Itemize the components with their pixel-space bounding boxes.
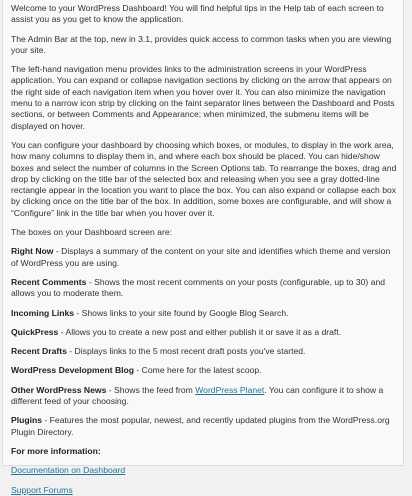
box-desc: - Shows the most recent comments on your posts (configurable, up to 30) and allows you to moderate them. <box>11 276 385 299</box>
help-panel <box>2 0 404 495</box>
wordpress-planet-link[interactable]: WordPress Planet <box>195 384 265 395</box>
box-desc: - Allows you to create a new post and either publish it or save it as a draft. <box>58 326 342 337</box>
box-title: WordPress Development Blog <box>11 365 135 376</box>
box-dev-blog <box>11 365 397 376</box>
boxes-heading: The boxes on your Dashboard screen are: <box>11 227 172 238</box>
admin-bar-text: The Admin Bar at the top, new in 3.1, provides quick access to common tasks when you are viewing your site. <box>11 33 392 55</box>
box-title: Right Now <box>11 246 54 257</box>
documentation-item <box>11 465 397 476</box>
box-title: Recent Comments <box>11 276 87 287</box>
box-title: Other WordPress News <box>11 384 107 395</box>
support-forums-link[interactable]: Support Forums <box>11 484 73 495</box>
configure-text: You can configure your dashboard by choosing which boxes, or modules, to display in the work area, how many columns to display them in, and where each box should be placed. You can hide/show boxes and select the number of columns in the Screen Options tab. To rearrange the boxes, drag and drop by clicking on the title bar of the selected box and releasing when you see a gray dotted-line rectangle appear in the location you want to place the box. You can also expand or collapse each box by clicking once on the title bar of the box. In addition, some boxes are configurable, and will show a “Configure” link in the title bar when you hover over it. <box>11 139 397 218</box>
documentation-link[interactable]: Documentation on Dashboard <box>11 465 126 476</box>
box-title: QuickPress <box>11 326 59 337</box>
box-right-now <box>11 246 397 269</box>
box-incoming-links <box>11 308 397 319</box>
intro-text: Welcome to your WordPress Dashboard! You will find helpful tips in the Help tab of each screen to assist you as you get to know the application. <box>11 3 384 25</box>
box-recent-comments <box>11 277 397 300</box>
box-desc: - Displays links to the 5 most recent draft posts you've started. <box>66 346 306 357</box>
box-desc: - Features the most popular, newest, and recently updated plugins from the WordPress.org Plugin Directory. <box>11 415 390 437</box>
box-desc-tail: . You can configure it to show a different feed of your choosing. <box>11 384 384 407</box>
box-quickpress <box>11 327 397 338</box>
support-item <box>11 485 397 496</box>
box-plugins <box>11 415 397 438</box>
box-title: Recent Drafts <box>11 346 67 357</box>
box-other-news <box>11 385 397 408</box>
box-desc: - Come here for the latest scoop. <box>134 365 262 376</box>
box-desc: - Displays a summary of the content on your site and identifies which theme and version of WordPress you are using. <box>11 246 391 268</box>
more-info-heading: For more information: <box>11 445 101 456</box>
box-desc: - Shows the feed from <box>106 384 196 395</box>
navigation-text: The left-hand navigation menu provides links to the administration screens in your WordPress application. You can expand or collapse navigation sections by clicking on the arrow that appears on the right side of each navigation item when you hover over it. You can also minimize the navigation menu to a narrow icon strip by clicking on the faint separator lines between the Dashboard and Posts sections, or between Comments and Appearance; when minimized, the submenu items will be displayed on hover. <box>11 64 395 131</box>
box-recent-drafts <box>11 346 397 357</box>
box-title: Plugins <box>11 415 43 426</box>
box-desc: - Shows links to your site found by Google Blog Search. <box>74 307 289 318</box>
box-title: Incoming Links <box>11 307 75 318</box>
